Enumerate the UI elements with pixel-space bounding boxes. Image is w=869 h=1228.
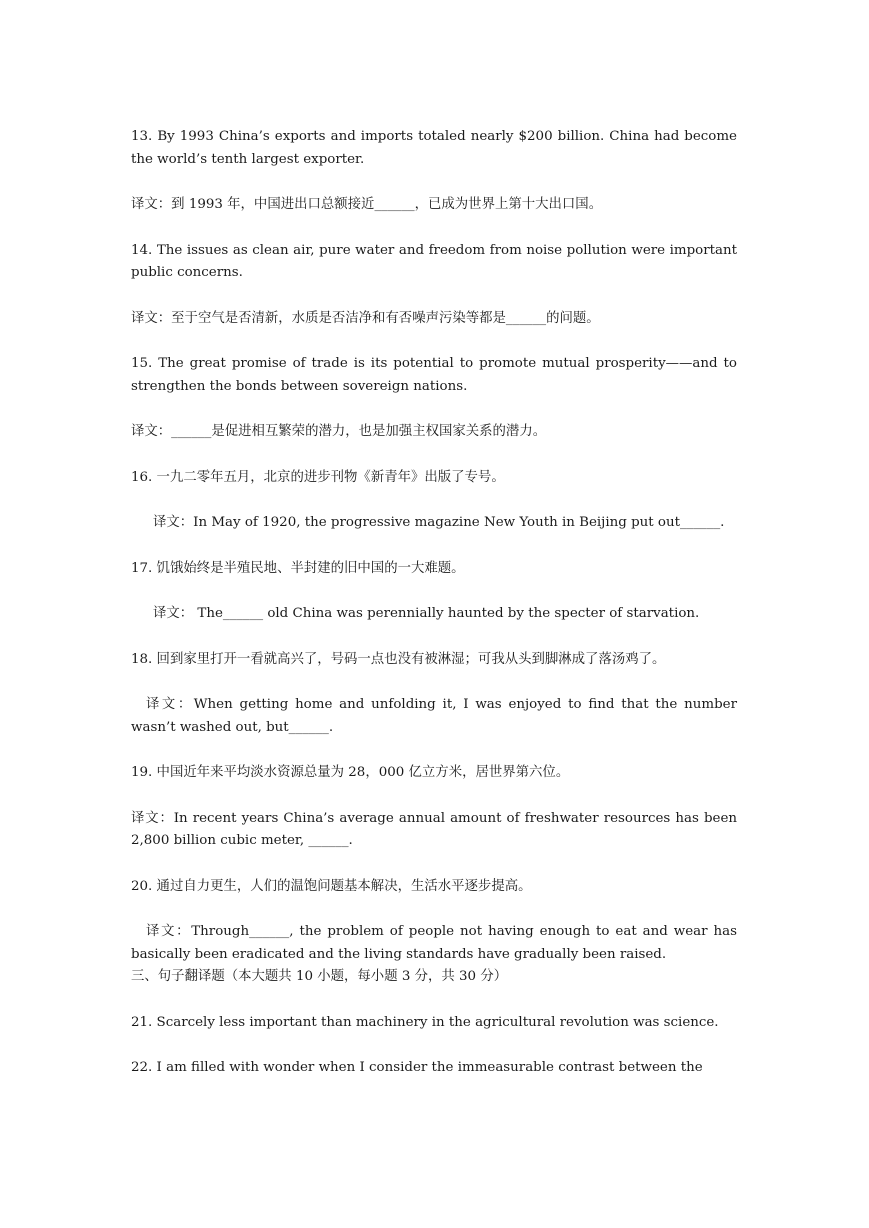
question-14: 14. The issues as clean air, pure water and freedom from noise pollution were important public concerns. bbox=[131, 242, 737, 280]
question-13-translation: 译文：到 1993 年，中国进出口总额接近______，已成为世界上第十大出口国。 bbox=[131, 197, 603, 212]
question-17: 17. 饥饿始终是半殖民地、半封建的旧中国的一大难题。 bbox=[131, 560, 465, 576]
question-14-translation: 译文：至于空气是否清新，水质是否洁净和有否噪声污染等都是______的问题。 bbox=[131, 310, 600, 326]
question-15-translation: 译文：______是促进相互繁荣的潜力，也是加强主权国家关系的潜力。 bbox=[131, 424, 547, 439]
question-13: 13. By 1993 China’s exports and imports totaled nearly $200 billion. China had become the world’s tenth largest exporter. bbox=[131, 129, 737, 167]
question-18: 18. 回到家里打开一看就高兴了，号码一点也没有被淋湿；可我从头到脚淋成了落汤鸡了。 bbox=[131, 651, 666, 667]
question-21: 21. Scarcely less important than machinery in the agricultural revolution was science. bbox=[131, 1014, 719, 1030]
question-20-translation: 译文：Through______, the problem of people not having enough to eat and wear has basically been eradicated and the living standards have gradually been raised. bbox=[131, 924, 737, 962]
document-page bbox=[131, 126, 737, 1080]
question-17-translation: 译文： The______ old China was perennially haunted by the specter of starvation. bbox=[153, 606, 700, 621]
question-18-translation: 译文：When getting home and unfolding it, I was enjoyed to find that the number wasn’t washed out, but______. bbox=[131, 697, 737, 735]
question-19: 19. 中国近年来平均淡水资源总量为 28，000 亿立方米，居世界第六位。 bbox=[131, 765, 570, 780]
question-16: 16. 一九二零年五月，北京的进步刊物《新青年》出版了专号。 bbox=[131, 469, 505, 485]
question-16-translation: 译文：In May of 1920, the progressive magazine New Youth in Beijing put out______. bbox=[153, 515, 725, 530]
section-3-heading: 三、句子翻译题（本大题共 10 小题，每小题 3 分，共 30 分） bbox=[131, 969, 508, 984]
question-20: 20. 通过自力更生，人们的温饱问题基本解决，生活水平逐步提高。 bbox=[131, 878, 532, 894]
question-15: 15. The great promise of trade is its potential to promote mutual prosperity——and to strengthen the bonds between sovereign nations. bbox=[131, 356, 737, 394]
question-19-translation: 译文：In recent years China’s average annual amount of freshwater resources has been 2,800 billion cubic meter, ______. bbox=[131, 810, 737, 848]
question-22: 22. I am filled with wonder when I consider the immeasurable contrast between the bbox=[131, 1060, 703, 1075]
